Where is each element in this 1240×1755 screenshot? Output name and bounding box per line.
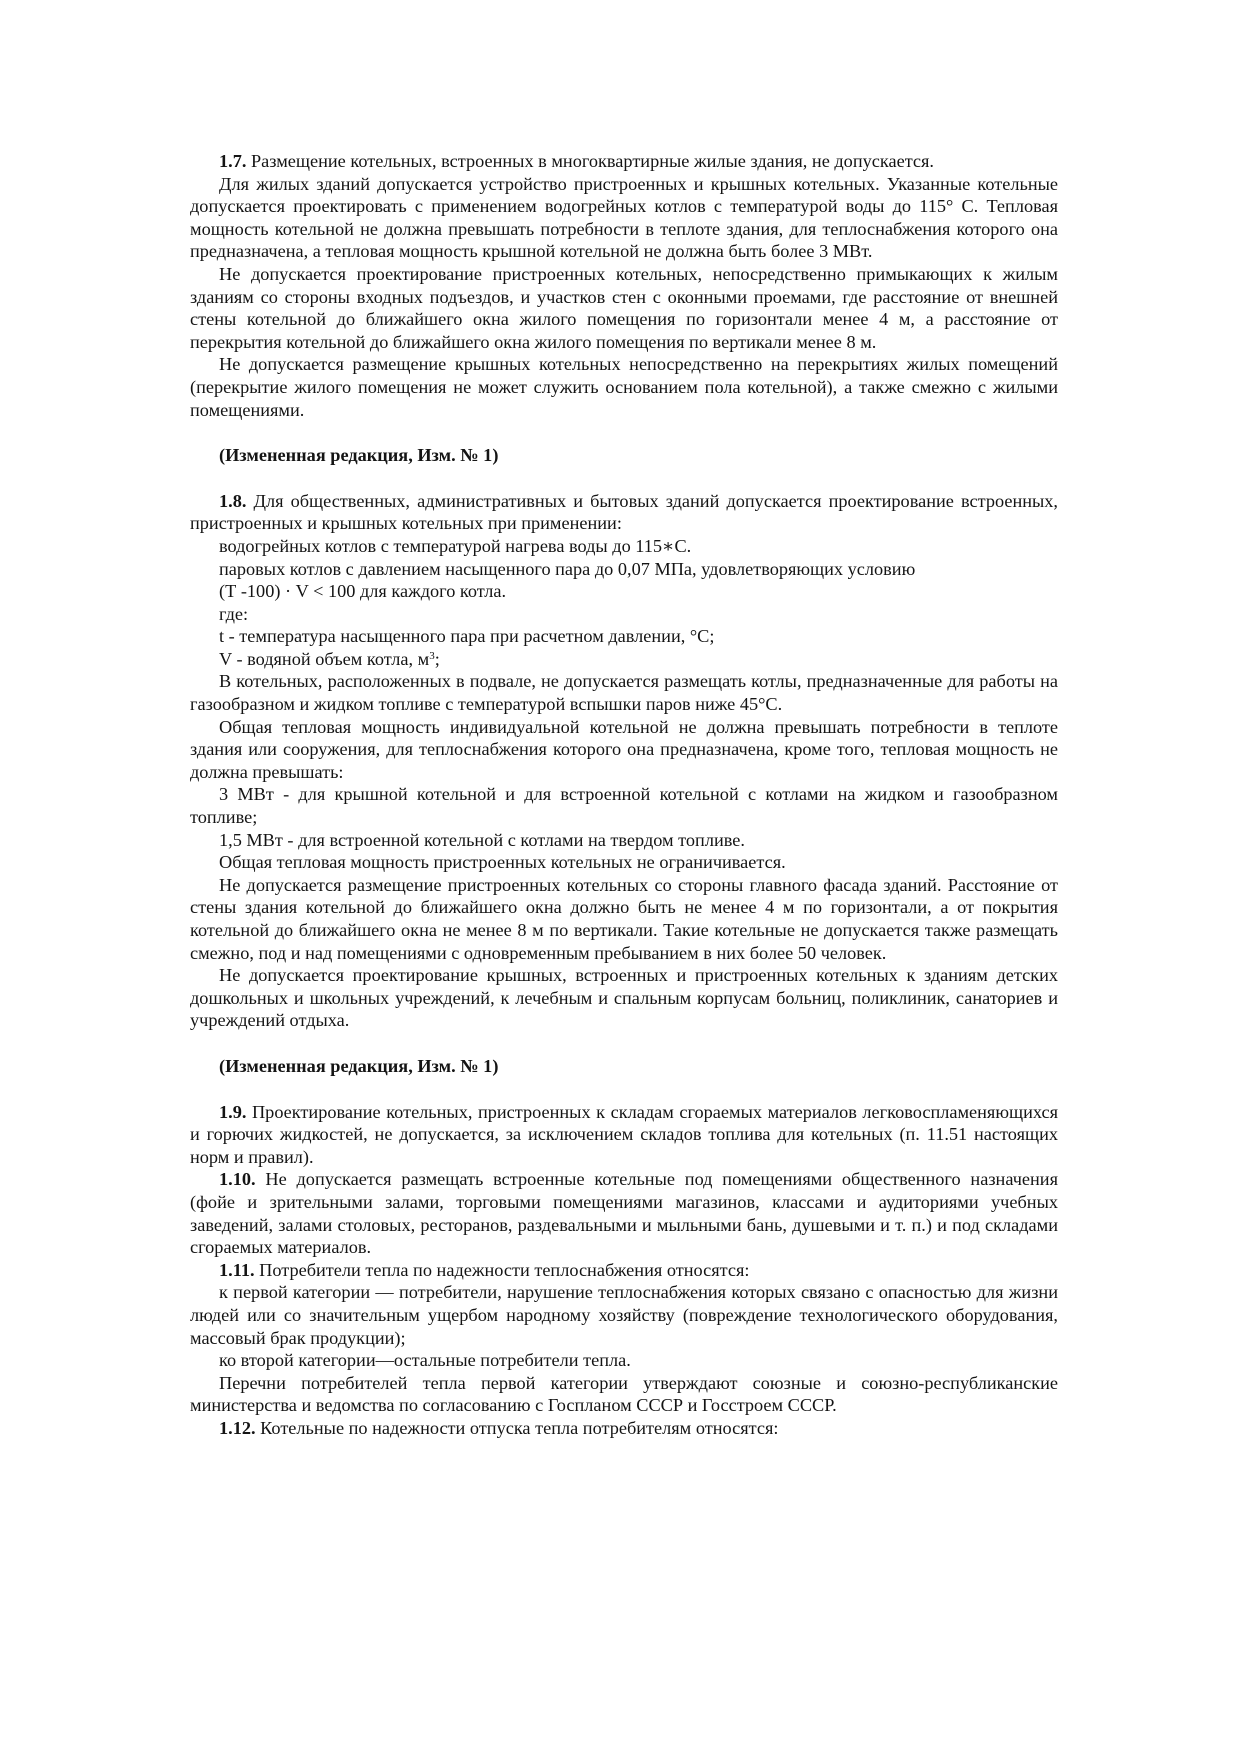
paragraph: водогрейных котлов с температурой нагрева воды до 115∗С. [219,535,692,556]
formula: (Т -100) · V < 100 для каждого котла. [219,581,507,602]
paragraph: Не допускается проектирование крышных, встроенных и пристроенных котельных к зданиям детских дошкольных и школьных учреждений, к лечебным и спальным корпусам больниц, поликлиник, санаториев и учреждений отдыха. [190,965,1058,1031]
clause-text: Для общественных, административных и бытовых зданий допускается проектирование встроенных, пристроенных и крышных котельных при применении: [190,490,1058,534]
clause-1-9 [190,1101,1058,1169]
paragraph: t - температура насыщенного пара при расчетном давлении, °С; [219,626,715,647]
clause-1-8 [190,490,1058,535]
clause-text: Проектирование котельных, пристроенных к складам сгораемых материалов легковоспламеняющихся и горючих жидкостей, не допускается, за исключением складов топлива для котельных (п. 11.51 настоящих норм и правил). [190,1101,1058,1167]
paragraph: Общая тепловая мощность пристроенных котельных не ограничивается. [219,852,786,873]
clause-1-12 [190,1417,1058,1440]
paragraph: Не допускается размещение пристроенных котельных со стороны главного фасада зданий. Расстояние от стены здания котельной до ближайшего окна должно быть не менее 4 м по горизонтали, а от покрытия котельной до ближайшего окна не менее 8 м по вертикали. Такие котельные не допускается также размещать смежно, под и над помещениями с одновременным пребыванием в них более 50 человек. [190,874,1058,963]
paragraph: V - водяной объем котла, $м^3$; [219,648,440,669]
paragraph: В котельных, расположенных в подвале, не допускается размещать котлы, предназначенные для работы на газообразном и жидком топливе с температурой вспышки паров ниже 45°С. [190,671,1058,715]
document-page [190,150,1058,1439]
clause-number: 1.10. [219,1169,256,1190]
clause-1-10 [190,1168,1058,1258]
paragraph: к первой категории — потребители, нарушение теплоснабжения которых связано с опасностью для жизни людей или со значительным ущербом народному хозяйству (повреждение технологического оборудования, массовый брак продукции); [190,1282,1058,1348]
clause-1-7 [190,150,1058,173]
paragraph: где: [219,603,249,624]
clause-number: 1.11. [219,1259,255,1280]
paragraph: 3 МВт - для крышной котельной и для встроенной котельной с котлами на жидком и газообразном топливе; [190,784,1058,828]
paragraph: паровых котлов с давлением насыщенного пара до 0,07 МПа, удовлетворяющих условию [219,558,916,579]
clause-text: Котельные по надежности отпуска тепла потребителям относятся: [255,1417,779,1438]
paragraph: 1,5 МВт - для встроенной котельной с котлами на твердом топливе. [219,829,745,850]
paragraph: Не допускается размещение крышных котельных непосредственно на перекрытиях жилых помещений (перекрытие жилого помещения не может служить основанием пола котельной), а также смежно с жилыми помещениями. [190,354,1058,420]
clause-number: 1.8. [219,490,247,511]
clause-text: Не допускается размещать встроенные котельные под помещениями общественного назначения (фойе и зрительными залами, торговыми помещениями магазинов, классами и аудиториями учебных заведений, залами столовых, ресторанов, раздевальными и мыльными бань, душевыми и т. п.) и под складами сгораемых материалов. [190,1169,1058,1258]
amendment-note: (Измененная редакция, Изм. № 1) [219,1055,499,1076]
clause-text: Размещение котельных, встроенных в многоквартирные жилые здания, не допускается. [246,151,934,171]
paragraph: Не допускается проектирование пристроенных котельных, непосредственно примыкающих к жилым зданиям со стороны входных подъездов, и участков стен с оконными проемами, где расстояние от внешней стены котельной до ближайшего окна жилого помещения по горизонтали менее 4 м, а расстояние от перекрытия котельной до ближайшего окна жилого помещения по вертикали менее 8 м. [190,263,1058,352]
clause-number: 1.9. [219,1101,247,1122]
paragraph: ко второй категории—остальные потребители тепла. [219,1350,631,1371]
clause-number: 1.12. [219,1417,256,1438]
amendment-note: (Измененная редакция, Изм. № 1) [219,445,499,466]
paragraph: Общая тепловая мощность индивидуальной котельной не должна превышать потребности в теплоте здания или сооружения, для теплоснабжения которого она предназначена, кроме того, тепловая мощность не должна превышать: [190,716,1058,782]
paragraph: Перечни потребителей тепла первой категории утверждают союзные и союзно-республиканские министерства и ведомства по согласованию с Госпланом СССР и Госстроем СССР. [190,1372,1058,1416]
clause-number: 1.7. [219,151,247,171]
clause-1-11 [190,1259,1058,1282]
clause-text: Потребители тепла по надежности теплоснабжения относятся: [254,1259,750,1280]
paragraph: Для жилых зданий допускается устройство пристроенных и крышных котельных. Указанные котельные допускается проектировать с применением водогрейных котлов с температурой воды до 115° С. Тепловая мощность котельной не должна превышать потребности в теплоте здания, для теплоснабжения которого она предназначена, а тепловая мощность крышной котельной не должна быть более 3 МВт. [190,173,1058,262]
